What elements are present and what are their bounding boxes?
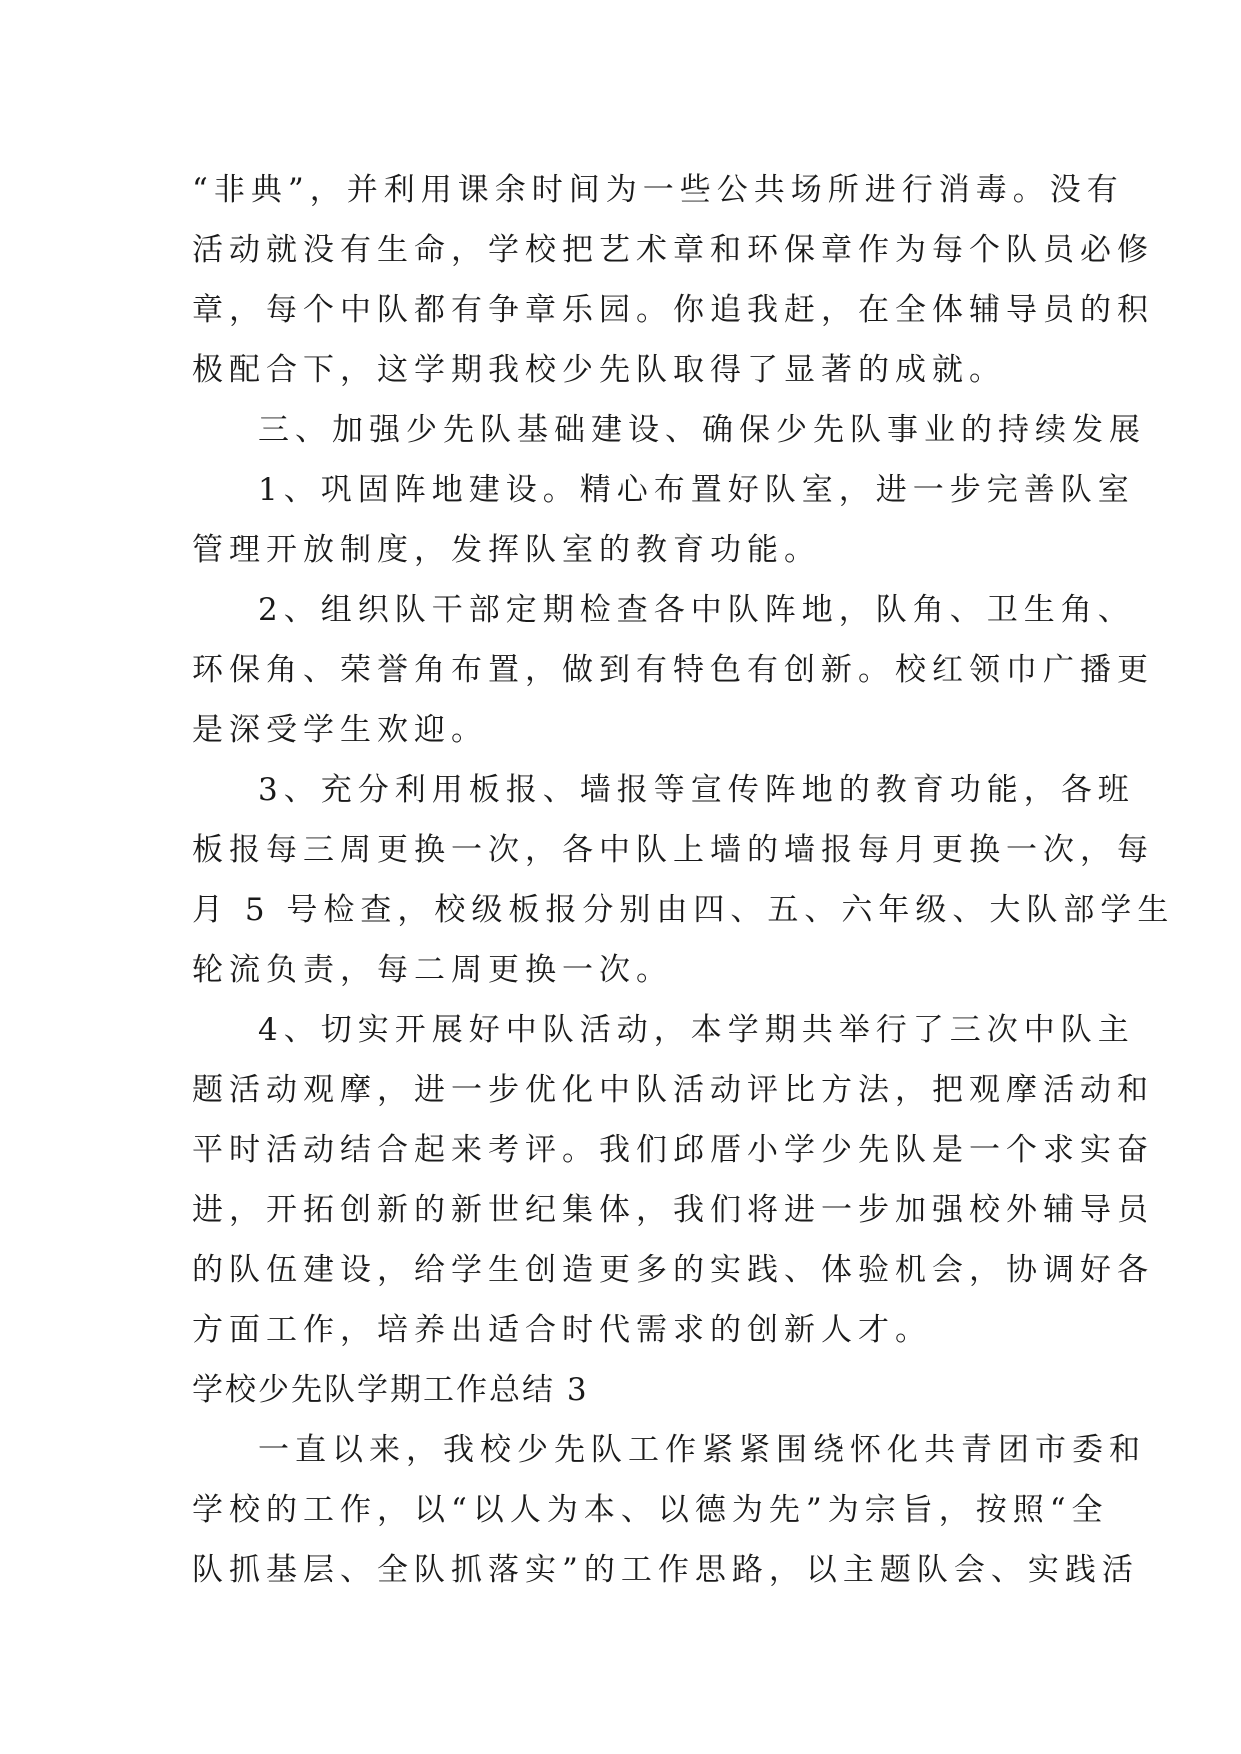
paragraph-line: 极配合下，这学期我校少先队取得了显著的成就。 (192, 352, 1006, 388)
paragraph-line: 3、充分利用板报、墙报等宣传阵地的教育功能，各班 (258, 772, 1135, 808)
paragraph-line: 1、巩固阵地建设。精心布置好队室，进一步完善队室 (258, 472, 1135, 508)
paragraph-line: 2、组织队干部定期检查各中队阵地，队角、卫生角、 (258, 592, 1135, 628)
paragraph-line: 平时活动结合起来考评。我们邱厝小学少先队是一个求实奋 (192, 1132, 1154, 1168)
paragraph-line: 三、加强少先队基础建设、确保少先队事业的持续发展 (258, 412, 1146, 448)
paragraph-line: 方面工作，培养出适合时代需求的创新人才。 (192, 1312, 932, 1348)
document-body (192, 160, 1175, 1600)
paragraph-line: 一直以来，我校少先队工作紧紧围绕怀化共青团市委和 (258, 1432, 1146, 1468)
paragraph-line: 队抓基层、全队抓落实”的工作思路，以主题队会、实践活 (192, 1552, 1139, 1588)
paragraph-line: 章，每个中队都有争章乐园。你追我赶，在全体辅导员的积 (192, 292, 1154, 328)
section-heading: 学校少先队学期工作总结 3 (192, 1372, 589, 1408)
paragraph-line: 月 5 号检查，校级板报分别由四、五、六年级、大队部学生 (192, 892, 1175, 928)
paragraph-line: “非典”，并利用课余时间为一些公共场所进行消毒。没有 (192, 172, 1124, 208)
paragraph-line: 进，开拓创新的新世纪集体，我们将进一步加强校外辅导员 (192, 1192, 1154, 1228)
paragraph-line: 学校的工作，以“以人为本、以德为先”为宗旨，按照“全 (192, 1492, 1109, 1528)
paragraph-line: 轮流负责，每二周更换一次。 (192, 952, 673, 988)
paragraph-line: 板报每三周更换一次，各中队上墙的墙报每月更换一次，每 (192, 832, 1154, 868)
paragraph-line: 4、切实开展好中队活动，本学期共举行了三次中队主 (258, 1012, 1135, 1048)
paragraph-line: 的队伍建设，给学生创造更多的实践、体验机会，协调好各 (192, 1252, 1154, 1288)
paragraph-line: 题活动观摩，进一步优化中队活动评比方法，把观摩活动和 (192, 1072, 1154, 1108)
paragraph-line: 环保角、荣誉角布置，做到有特色有创新。校红领巾广播更 (192, 652, 1154, 688)
paragraph-line: 活动就没有生命，学校把艺术章和环保章作为每个队员必修 (192, 232, 1154, 268)
paragraph-line: 管理开放制度，发挥队室的教育功能。 (192, 532, 821, 568)
paragraph-line: 是深受学生欢迎。 (192, 712, 488, 748)
